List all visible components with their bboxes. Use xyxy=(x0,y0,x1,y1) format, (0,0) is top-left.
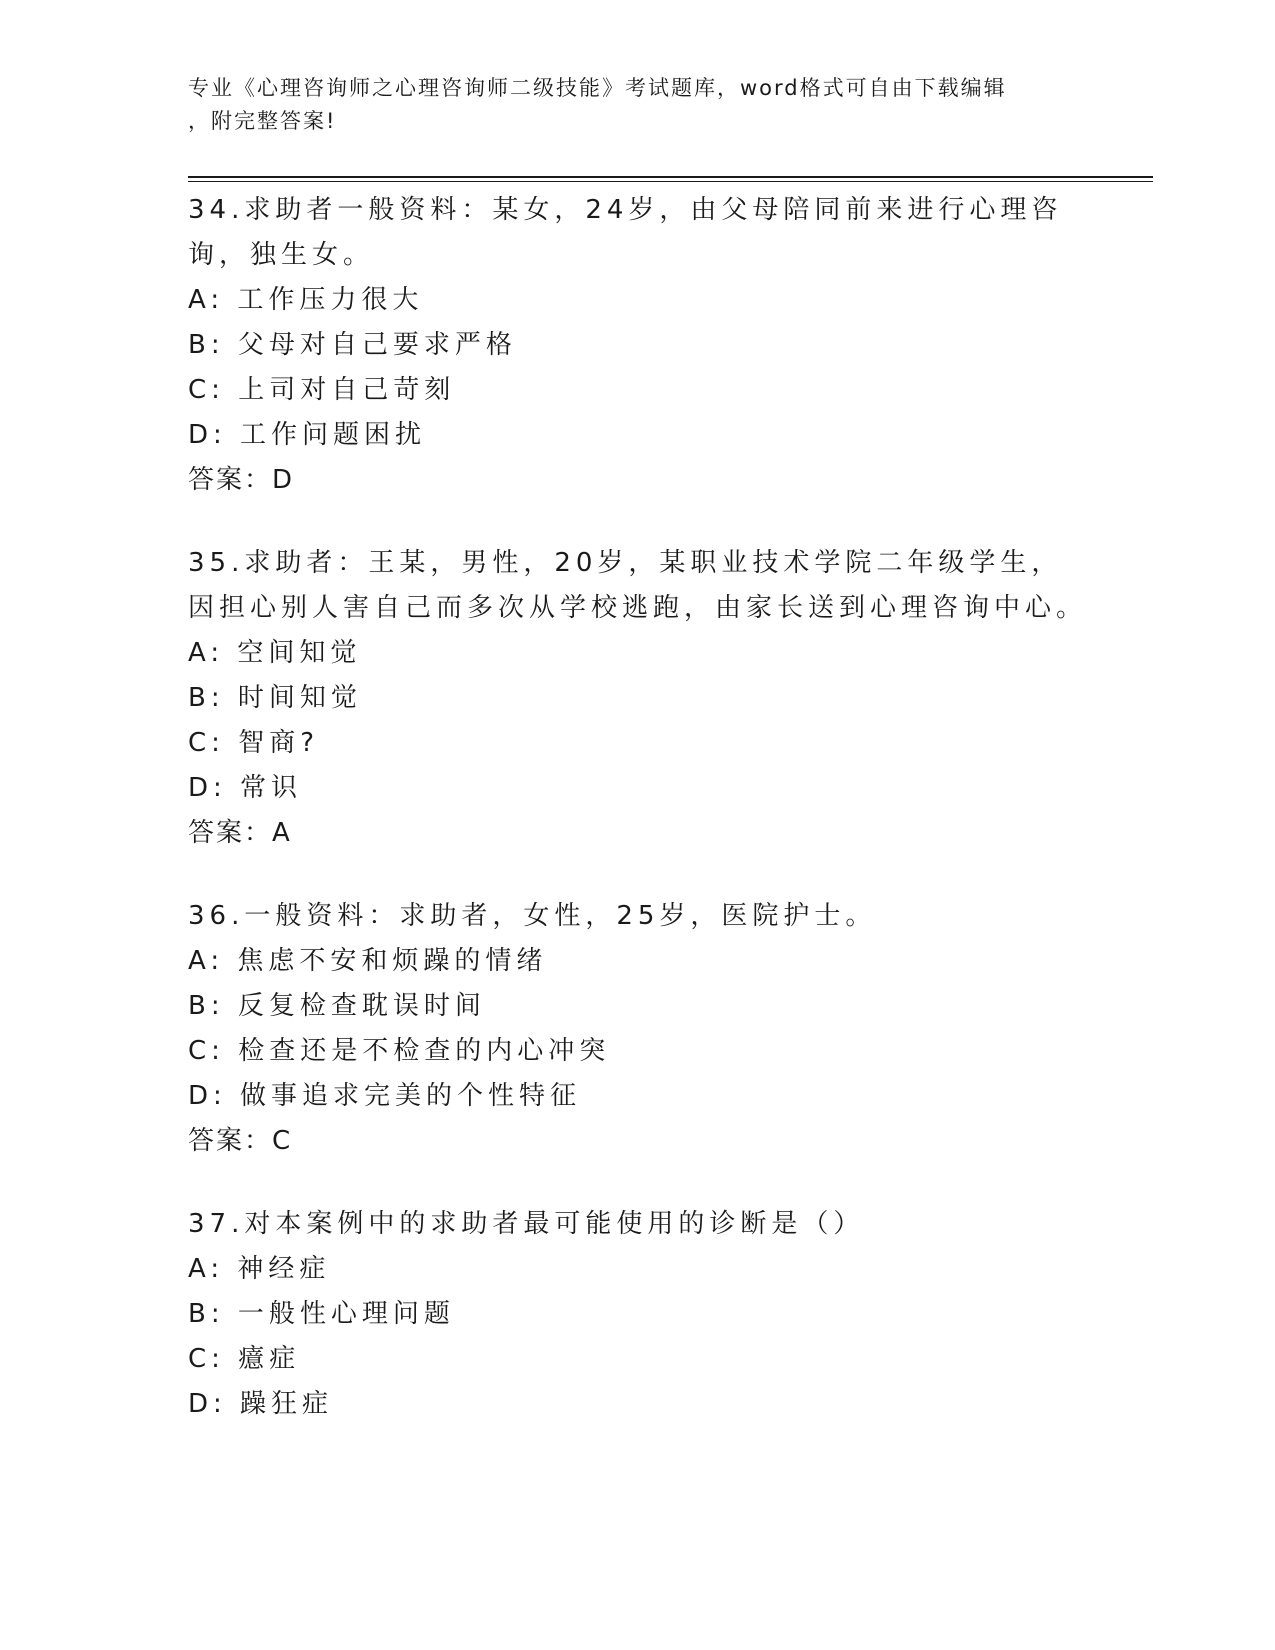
question-35 xyxy=(188,541,1088,856)
option-letter: C: xyxy=(188,728,225,758)
option-letter: A: xyxy=(188,1254,225,1284)
option-letter: C: xyxy=(188,375,225,405)
option-letter: D: xyxy=(188,773,227,803)
option-a xyxy=(188,939,1088,984)
option-text: 焦虑不安和烦躁的情绪 xyxy=(237,946,548,976)
question-37 xyxy=(188,1202,1088,1427)
option-b xyxy=(188,1292,1088,1337)
header-divider-thin xyxy=(188,181,1153,182)
answer-line: 答案：A xyxy=(188,818,292,848)
option-text: 工作压力很大 xyxy=(237,285,424,315)
option-text: 常识 xyxy=(240,773,303,803)
question-34 xyxy=(188,188,1088,503)
option-letter: B: xyxy=(188,1299,225,1329)
option-text: 检查还是不检查的内心冲突 xyxy=(238,1036,611,1066)
option-c xyxy=(188,1337,1088,1382)
answer-line: 答案：D xyxy=(188,465,295,495)
option-letter: A: xyxy=(188,638,225,668)
option-letter: A: xyxy=(188,285,225,315)
option-d xyxy=(188,1074,1088,1119)
option-b xyxy=(188,323,1088,368)
question-stem: 37.对本案例中的求助者最可能使用的诊断是（） xyxy=(188,1209,865,1239)
option-text: 躁狂症 xyxy=(240,1389,334,1419)
question-stem: 35.求助者：王某，男性，20岁，某职业技术学院二年级学生，因担心别人害自己而多次从学校逃跑，由家长送到心理咨询中心。 xyxy=(188,548,1088,623)
option-b xyxy=(188,676,1088,721)
option-d xyxy=(188,413,1088,458)
option-a xyxy=(188,1247,1088,1292)
option-text: 反复检查耽误时间 xyxy=(237,991,486,1021)
document-header xyxy=(188,72,1068,138)
header-divider-thick xyxy=(188,176,1153,178)
option-letter: C: xyxy=(188,1344,225,1374)
option-b xyxy=(188,984,1088,1029)
option-d xyxy=(188,1382,1088,1427)
option-text: 时间知觉 xyxy=(237,683,362,713)
option-text: 父母对自己要求严格 xyxy=(237,330,517,360)
option-text: 做事追求完美的个性特征 xyxy=(240,1081,582,1111)
option-letter: D: xyxy=(188,1389,227,1419)
answer-line: 答案：C xyxy=(188,1126,293,1156)
option-text: 工作问题困扰 xyxy=(240,420,427,450)
header-line-1: 专业《心理咨询师之心理咨询师二级技能》考试题库，word格式可自由下载编辑 xyxy=(188,76,1007,100)
question-stem: 34.求助者一般资料：某女，24岁，由父母陪同前来进行心理咨询，独生女。 xyxy=(188,195,1063,270)
option-letter: B: xyxy=(188,991,225,1021)
option-letter: D: xyxy=(188,420,227,450)
option-text: 智商? xyxy=(238,728,319,758)
option-text: 上司对自己苛刻 xyxy=(238,375,456,405)
option-letter: D: xyxy=(188,1081,227,1111)
option-d xyxy=(188,766,1088,811)
option-text: 空间知觉 xyxy=(237,638,362,668)
option-a xyxy=(188,631,1088,676)
option-letter: A: xyxy=(188,946,225,976)
option-c xyxy=(188,721,1088,766)
question-list xyxy=(188,188,1088,1465)
option-a xyxy=(188,278,1088,323)
option-c xyxy=(188,1029,1088,1074)
question-36 xyxy=(188,894,1088,1164)
header-line-2: ，附完整答案! xyxy=(188,109,337,133)
option-c xyxy=(188,368,1088,413)
option-text: 一般性心理问题 xyxy=(237,1299,455,1329)
option-text: 神经症 xyxy=(237,1254,331,1284)
option-letter: B: xyxy=(188,683,225,713)
option-letter: C: xyxy=(188,1036,225,1066)
option-letter: B: xyxy=(188,330,225,360)
question-stem: 36.一般资料：求助者，女性，25岁，医院护士。 xyxy=(188,901,877,931)
option-text: 癔症 xyxy=(238,1344,301,1374)
